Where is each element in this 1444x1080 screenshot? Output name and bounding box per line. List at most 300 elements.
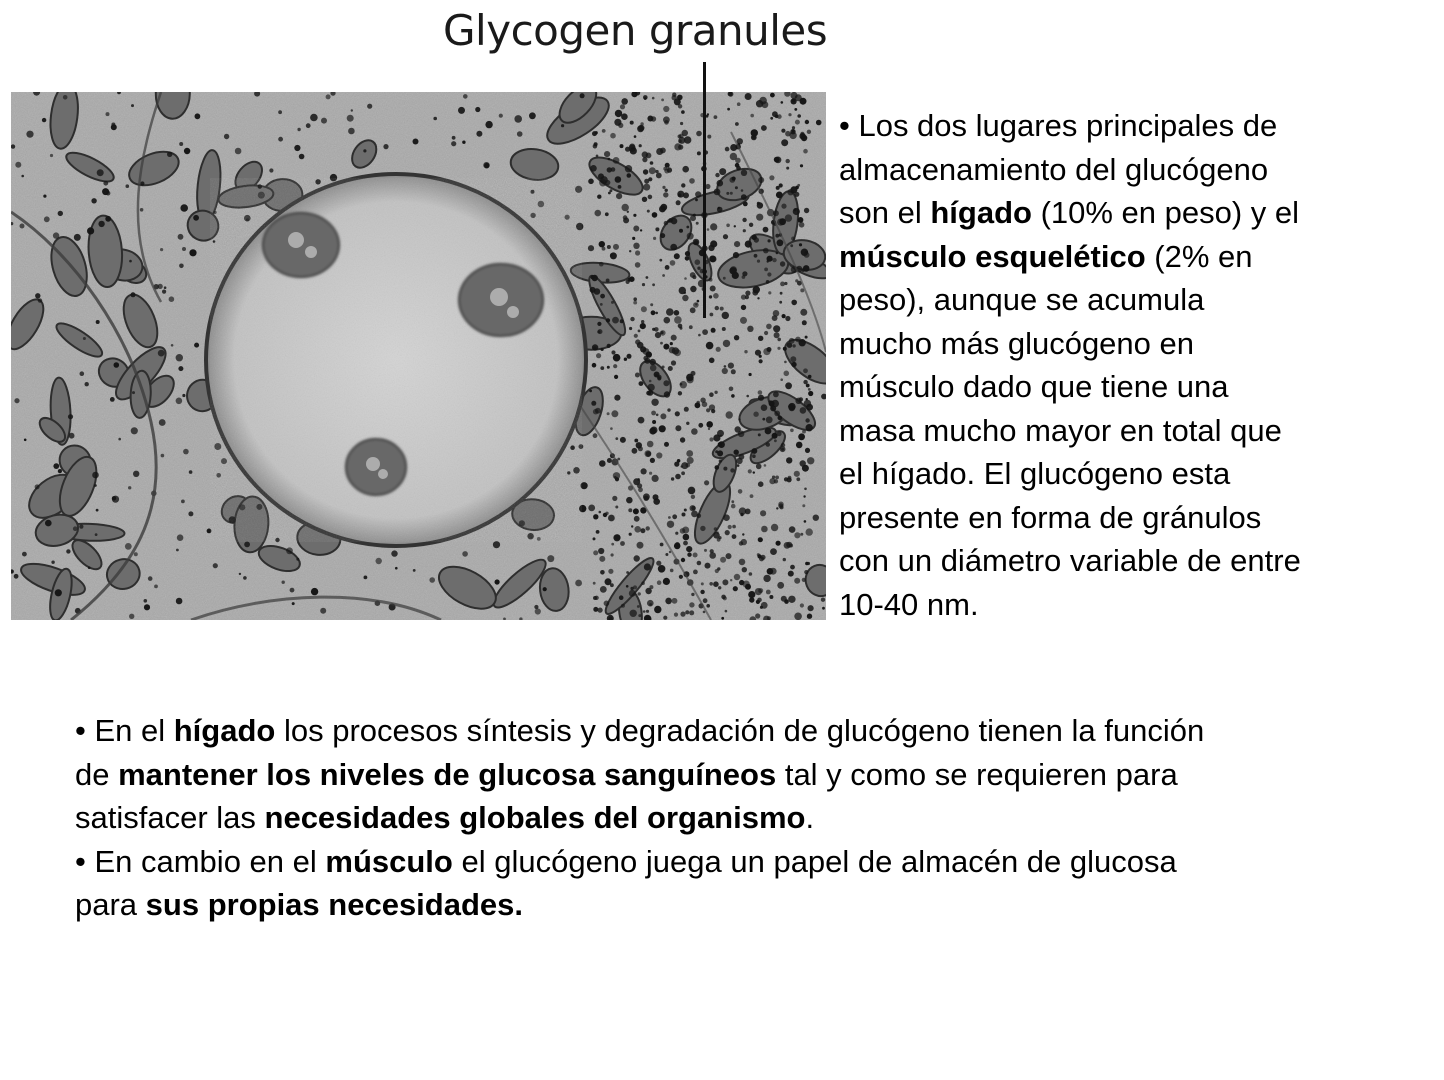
- glycogen-granule: [590, 287, 596, 293]
- glycogen-granule: [758, 336, 763, 341]
- glycogen-granule: [593, 537, 596, 540]
- glycogen-granule: [800, 603, 804, 607]
- glycogen-granule: [182, 394, 185, 397]
- glycogen-granule: [177, 534, 184, 541]
- glycogen-granule: [733, 252, 739, 258]
- glycogen-granule: [656, 173, 662, 179]
- glycogen-granule: [621, 98, 628, 105]
- glycogen-granule: [689, 610, 694, 615]
- glycogen-granule: [600, 586, 607, 593]
- glycogen-granule: [704, 549, 707, 552]
- glycogen-granule: [376, 558, 382, 564]
- glycogen-granule: [517, 131, 523, 137]
- glycogen-granule: [615, 176, 622, 183]
- glycogen-granule: [769, 478, 775, 484]
- glycogen-granule: [529, 112, 536, 119]
- glycogen-granule: [495, 579, 500, 584]
- glycogen-granule: [776, 507, 778, 509]
- glycogen-granule: [803, 149, 808, 154]
- glycogen-granule: [656, 414, 659, 417]
- caption-leader-line: [703, 62, 706, 318]
- glycogen-granule: [638, 446, 643, 451]
- glycogen-granule: [97, 169, 104, 176]
- glycogen-granule: [637, 483, 642, 488]
- text-run: .: [805, 800, 815, 835]
- glycogen-granule: [756, 100, 763, 107]
- glycogen-granule: [803, 368, 808, 373]
- glycogen-granule: [739, 507, 747, 515]
- text-run: tal y como se requieren para: [776, 756, 1178, 792]
- glycogen-granule: [733, 586, 738, 591]
- glycogen-granule: [742, 275, 746, 279]
- glycogen-granule: [717, 180, 724, 187]
- glycogen-granule: [781, 139, 788, 146]
- glycogen-granule: [675, 474, 681, 480]
- glycogen-granule: [647, 441, 654, 448]
- glycogen-granule: [725, 530, 730, 535]
- glycogen-granule: [624, 358, 627, 361]
- glycogen-granule: [679, 575, 683, 579]
- glycogen-granule: [706, 342, 714, 350]
- glycogen-granule: [792, 126, 795, 129]
- glycogen-granule: [681, 183, 685, 187]
- glycogen-granule: [612, 496, 617, 501]
- glycogen-granule: [413, 139, 419, 145]
- glycogen-granule: [755, 588, 762, 595]
- glycogen-granule: [38, 298, 42, 302]
- glycogen-granule: [87, 227, 94, 234]
- glycogen-granule: [778, 416, 783, 421]
- glycogen-granule: [789, 405, 796, 412]
- text-run: de: [75, 756, 119, 792]
- glycogen-granule: [315, 179, 320, 184]
- text-line: [75, 883, 1415, 927]
- glycogen-granule: [713, 293, 719, 299]
- bold-term: hígado: [173, 713, 276, 748]
- glycogen-granule: [674, 310, 680, 316]
- text-run: • En cambio en el: [75, 843, 326, 879]
- glycogen-granule: [462, 141, 465, 144]
- glycogen-granule: [800, 407, 807, 414]
- glycogen-granule: [687, 553, 691, 557]
- glycogen-granule: [635, 262, 641, 268]
- glycogen-granule: [611, 553, 614, 556]
- glycogen-granule: [607, 167, 612, 172]
- glycogen-granule: [781, 596, 787, 602]
- glycogen-granule: [788, 571, 794, 577]
- glycogen-granule: [605, 212, 609, 216]
- glycogen-granule: [244, 215, 251, 222]
- glycogen-granule: [179, 142, 183, 146]
- glycogen-granule: [784, 371, 790, 377]
- glycogen-granule: [655, 332, 661, 338]
- text-run: con un diámetro variable de entre: [839, 543, 1301, 578]
- glycogen-granule: [720, 307, 724, 311]
- glycogen-granule: [608, 158, 611, 161]
- glycogen-granule: [632, 448, 638, 454]
- glycogen-granule: [722, 312, 729, 319]
- glycogen-granule: [756, 600, 760, 604]
- glycogen-granule: [645, 450, 652, 457]
- glycogen-granule: [573, 467, 580, 474]
- glycogen-granule: [646, 610, 649, 613]
- glycogen-granule: [757, 297, 759, 299]
- glycogen-granule: [792, 99, 796, 103]
- glycogen-granule: [763, 348, 770, 355]
- glycogen-granule: [704, 480, 709, 485]
- glycogen-granule: [735, 186, 738, 189]
- glycogen-granule: [791, 362, 796, 367]
- glycogen-granule: [629, 533, 632, 536]
- glycogen-granule: [745, 93, 752, 100]
- glycogen-granule: [613, 244, 619, 250]
- glycogen-granule: [738, 431, 745, 438]
- glycogen-granule: [719, 459, 722, 462]
- glycogen-granule: [766, 324, 772, 330]
- glycogen-granule: [592, 344, 598, 350]
- glycogen-granule: [659, 259, 662, 262]
- glycogen-granule: [590, 275, 594, 279]
- glycogen-granule: [697, 514, 702, 519]
- glycogen-granule: [781, 129, 785, 133]
- glycogen-granule: [44, 216, 50, 222]
- glycogen-granule: [664, 120, 669, 125]
- glycogen-granule: [749, 597, 754, 602]
- glycogen-granule: [575, 186, 582, 193]
- glycogen-granule: [102, 188, 109, 195]
- glycogen-granule: [705, 563, 711, 569]
- glycogen-granule: [639, 144, 642, 147]
- glycogen-granule: [758, 390, 763, 395]
- glycogen-granule: [777, 347, 780, 350]
- glycogen-granule: [229, 516, 236, 523]
- glycogen-granule: [785, 214, 792, 221]
- glycogen-granule: [804, 252, 810, 258]
- glycogen-granule: [278, 110, 282, 114]
- glycogen-granule: [98, 221, 104, 227]
- glycogen-granule: [722, 368, 728, 374]
- glycogen-granule: [771, 400, 779, 408]
- glycogen-granule: [561, 124, 564, 127]
- glycogen-granule: [717, 450, 723, 456]
- glycogen-granule: [681, 471, 685, 475]
- glycogen-granule: [538, 201, 545, 208]
- glycogen-granule: [806, 384, 810, 388]
- glycogen-granule: [593, 607, 598, 612]
- glycogen-granule: [803, 495, 805, 497]
- glycogen-granule: [723, 467, 727, 471]
- glycogen-granule: [643, 95, 648, 100]
- glycogen-granule: [739, 454, 745, 460]
- glycogen-granule: [320, 608, 326, 614]
- glycogen-granule: [183, 449, 189, 455]
- glycogen-granule: [641, 468, 647, 474]
- glycogen-granule: [641, 306, 647, 312]
- glycogen-granule: [735, 122, 739, 126]
- glycogen-granule: [675, 542, 680, 547]
- glycogen-granule: [83, 337, 86, 340]
- glycogen-granule: [458, 107, 465, 114]
- glycogen-granule: [788, 596, 795, 603]
- glycogen-granule: [652, 97, 655, 100]
- glycogen-granule: [653, 237, 656, 240]
- glycogen-granule: [761, 602, 768, 609]
- glycogen-granule: [637, 478, 640, 481]
- glycogen-granule: [799, 222, 805, 228]
- glycogen-granule: [680, 437, 685, 442]
- glycogen-granule: [789, 132, 796, 139]
- glycogen-granule: [745, 241, 752, 248]
- glycogen-granule: [684, 509, 687, 512]
- glycogen-granule: [717, 567, 720, 570]
- glycogen-granule: [633, 585, 637, 589]
- glycogen-granule: [178, 234, 184, 240]
- glycogen-granule: [777, 338, 781, 342]
- glycogen-granule: [764, 464, 767, 467]
- glycogen-granule: [816, 120, 822, 126]
- glycogen-granule: [588, 505, 595, 512]
- glycogen-granule: [164, 286, 167, 289]
- text-run: • En el: [75, 713, 174, 748]
- glycogen-granule: [604, 151, 610, 157]
- glycogen-granule: [660, 233, 665, 238]
- glycogen-granule: [700, 526, 705, 531]
- text-run: masa mucho mayor en total que: [839, 412, 1282, 448]
- glycogen-granule: [256, 504, 262, 510]
- glycogen-granule: [599, 460, 606, 467]
- glycogen-granule: [94, 484, 97, 487]
- glycogen-granule: [351, 109, 353, 111]
- glycogen-granule: [615, 506, 618, 509]
- glycogen-granule: [213, 211, 216, 214]
- glycogen-granule: [626, 585, 629, 588]
- glycogen-granule: [795, 120, 800, 125]
- glycogen-granule: [661, 99, 664, 102]
- glycogen-granule: [681, 110, 685, 114]
- glycogen-granule: [686, 226, 689, 229]
- glycogen-granule: [118, 438, 121, 441]
- glycogen-granule: [709, 295, 712, 298]
- glycogen-granule: [652, 420, 656, 424]
- glycogen-granule: [734, 225, 736, 227]
- glycogen-granule: [799, 243, 802, 246]
- glycogen-granule: [652, 328, 655, 331]
- glycogen-granule: [347, 115, 354, 122]
- glycogen-granule: [718, 586, 721, 589]
- glycogen-granule: [785, 316, 790, 321]
- text-line: [75, 709, 1415, 753]
- glycogen-granule: [610, 253, 613, 256]
- glycogen-granule: [765, 428, 772, 435]
- glycogen-granule: [519, 520, 525, 526]
- glycogen-granule: [742, 533, 744, 535]
- glycogen-granule: [813, 515, 819, 521]
- glycogen-granule: [634, 439, 638, 443]
- glycogen-granule: [677, 191, 684, 198]
- glycogen-granule: [665, 265, 670, 270]
- glycogen-granule: [144, 604, 150, 610]
- glycogen-granule: [128, 486, 131, 489]
- glycogen-granule: [772, 111, 778, 117]
- glycogen-granule: [703, 598, 708, 603]
- glycogen-granule: [773, 325, 780, 332]
- glycogen-granule: [514, 115, 522, 123]
- glycogen-granule: [674, 349, 681, 356]
- glycogen-granule: [794, 108, 797, 111]
- glycogen-granule: [775, 234, 779, 238]
- glycogen-granule: [630, 610, 637, 617]
- glycogen-granule: [723, 234, 728, 239]
- glycogen-granule: [779, 301, 782, 304]
- glycogen-granule: [239, 573, 241, 575]
- glycogen-granule: [161, 454, 165, 458]
- glycogen-granule: [579, 444, 584, 449]
- glycogen-granule: [730, 579, 732, 581]
- glycogen-granule: [602, 129, 606, 133]
- glycogen-granule: [58, 469, 62, 473]
- glycogen-granule: [690, 286, 696, 292]
- glycogen-granule: [776, 541, 781, 546]
- glycogen-granule: [729, 387, 734, 392]
- glycogen-granule: [383, 144, 388, 149]
- glycogen-granule: [167, 152, 172, 157]
- glycogen-granule: [805, 336, 808, 339]
- glycogen-granule: [615, 110, 622, 117]
- glycogen-granule: [638, 125, 644, 131]
- glycogen-granule: [593, 433, 598, 438]
- glycogen-granule: [689, 178, 695, 184]
- glycogen-granule: [604, 601, 610, 607]
- glycogen-granule: [807, 562, 810, 565]
- text-run: el hígado. El glucógeno esta: [839, 456, 1231, 491]
- glycogen-granule: [613, 157, 620, 164]
- glycogen-granule: [743, 581, 750, 588]
- glycogen-granule: [618, 185, 622, 189]
- glycogen-granule: [413, 569, 416, 572]
- glycogen-granule: [599, 556, 605, 562]
- glycogen-granule: [638, 330, 641, 333]
- glycogen-granule: [629, 250, 631, 252]
- glycogen-granule: [754, 254, 758, 258]
- glycogen-granule: [213, 240, 216, 243]
- glycogen-granule: [780, 261, 785, 266]
- glycogen-granule: [594, 142, 598, 146]
- glycogen-granule: [781, 448, 784, 451]
- glycogen-granule: [680, 327, 683, 330]
- glycogen-granule: [14, 574, 19, 579]
- glycogen-granule: [674, 253, 680, 259]
- glycogen-granule: [565, 215, 570, 220]
- text-line: [839, 409, 1399, 453]
- glycogen-granule: [131, 427, 138, 434]
- glycogen-granule: [670, 342, 673, 345]
- glycogen-granule: [611, 410, 618, 417]
- glycogen-granule: [697, 561, 702, 566]
- glycogen-granule: [804, 208, 809, 213]
- glycogen-granule: [695, 199, 698, 202]
- glycogen-granule: [598, 329, 603, 334]
- glycogen-granule: [675, 532, 678, 535]
- glycogen-granule: [784, 361, 787, 364]
- glycogen-granule: [602, 247, 606, 251]
- glycogen-granule: [613, 472, 620, 479]
- text-line: [839, 235, 1399, 279]
- glycogen-granule: [730, 468, 734, 472]
- glycogen-granule: [180, 204, 188, 212]
- glycogen-granule: [663, 192, 668, 197]
- glycogen-granule: [619, 595, 624, 600]
- glycogen-granule: [213, 563, 218, 568]
- glycogen-granule: [637, 605, 640, 608]
- glycogen-granule: [714, 115, 718, 119]
- glycogen-granule: [781, 101, 784, 104]
- text-run: almacenamiento del glucógeno: [839, 151, 1269, 187]
- glycogen-granule: [630, 317, 634, 321]
- glycogen-granule: [800, 533, 803, 536]
- glycogen-granule: [663, 344, 669, 350]
- text-line: [839, 583, 1399, 627]
- glycogen-granule: [648, 195, 653, 200]
- glycogen-granule: [766, 442, 770, 446]
- glycogen-granule: [575, 580, 582, 587]
- glycogen-granule: [596, 530, 600, 534]
- glycogen-granule: [632, 237, 635, 240]
- glycogen-granule: [709, 437, 713, 441]
- glycogen-granule: [741, 170, 747, 176]
- glycogen-granule: [753, 471, 755, 473]
- glycogen-granule: [764, 268, 768, 272]
- glycogen-granule: [763, 575, 770, 582]
- glycogen-granule: [689, 602, 694, 607]
- glycogen-granule: [608, 515, 615, 522]
- text-run: presente en forma de gránulos: [839, 499, 1262, 535]
- glycogen-granule: [326, 94, 331, 99]
- glycogen-granule: [589, 390, 592, 393]
- glycogen-granule: [634, 526, 641, 533]
- glycogen-granule: [45, 520, 52, 527]
- glycogen-granule: [684, 277, 687, 280]
- glycogen-granule: [35, 293, 40, 298]
- glycogen-granule: [767, 272, 771, 276]
- glycogen-granule: [773, 392, 779, 398]
- glycogen-granule: [670, 244, 677, 251]
- glycogen-granule: [131, 292, 136, 297]
- glycogen-granule: [620, 541, 625, 546]
- glycogen-granule: [678, 140, 682, 144]
- glycogen-granule: [714, 189, 721, 196]
- text-line: [839, 452, 1399, 496]
- glycogen-granule: [771, 524, 778, 531]
- glycogen-granule: [804, 488, 807, 491]
- glycogen-granule: [690, 272, 696, 278]
- glycogen-granule: [802, 504, 805, 507]
- glycogen-granule: [650, 359, 656, 365]
- glycogen-granule: [650, 458, 655, 463]
- glycogen-granule: [647, 210, 650, 213]
- glycogen-granule: [626, 280, 630, 284]
- glycogen-granule: [633, 226, 639, 232]
- text-run: peso), aunque se acumula: [839, 282, 1205, 317]
- glycogen-granule: [693, 214, 696, 217]
- glycogen-granule: [695, 191, 701, 197]
- glycogen-granule: [634, 334, 638, 338]
- glycogen-granule: [292, 602, 295, 605]
- glycogen-granule: [667, 408, 670, 411]
- glycogen-granule: [748, 591, 755, 598]
- glycogen-granule: [644, 179, 649, 184]
- glycogen-granule: [664, 391, 670, 397]
- glycogen-granule: [767, 256, 773, 262]
